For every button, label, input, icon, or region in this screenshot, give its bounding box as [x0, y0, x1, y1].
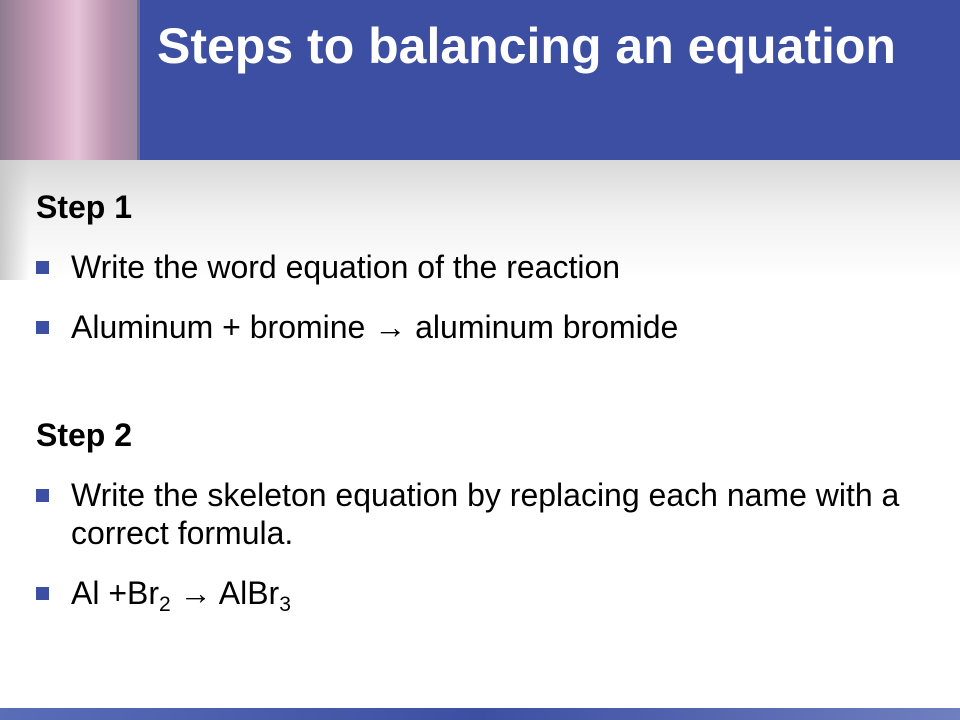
arrow-icon: → — [179, 575, 212, 611]
title-bar — [0, 0, 960, 160]
bullet-item — [36, 308, 916, 346]
bromine-subscript: 2 — [159, 593, 171, 616]
skeleton-product: AlBr — [218, 575, 280, 611]
bullet-item — [36, 476, 916, 552]
square-bullet-icon — [36, 489, 49, 502]
arrow-icon: → — [374, 309, 407, 345]
bullet-item — [36, 248, 916, 286]
slide-body — [36, 188, 916, 616]
flask-photo — [0, 0, 140, 160]
square-bullet-icon — [36, 587, 49, 600]
step-2-heading: Step 2 — [36, 417, 133, 453]
bullet-text: Write the skeleton equation by replacing each name with a correct formula. — [71, 477, 900, 551]
footer-bar — [0, 708, 960, 720]
square-bullet-icon — [36, 321, 49, 334]
product-subscript: 3 — [279, 593, 291, 616]
slide-title: Steps to balancing an equation — [157, 18, 896, 74]
step-1-heading: Step 1 — [36, 189, 133, 225]
bullet-text: Write the word equation of the reaction — [71, 249, 621, 285]
skeleton-reactants: Al +Br — [71, 575, 160, 611]
bullet-item — [36, 574, 916, 616]
word-equation-reactants: Aluminum + bromine — [71, 309, 366, 345]
square-bullet-icon — [36, 261, 49, 274]
word-equation-products: aluminum bromide — [415, 309, 679, 345]
left-edge-shadow — [0, 160, 30, 280]
